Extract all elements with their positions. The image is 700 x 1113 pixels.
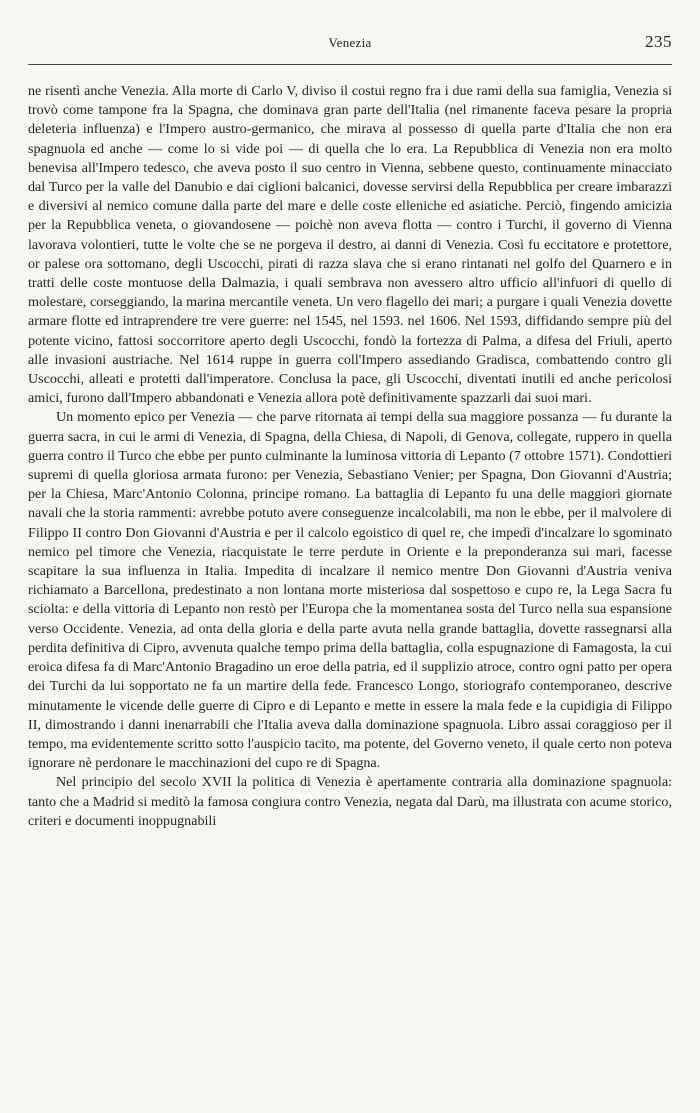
book-page — [28, 0, 672, 1113]
paragraph: Nel principio del secolo XVII la politica di Venezia è apertamente contraria alla dominazione spagnuola: tanto che a Madrid si meditò la famosa congiura contro Venezia, negata dal Darù, ma illustrata con acume storico, criteri e documenti inoppugnabili — [28, 774, 672, 829]
paragraph: ne risentì anche Venezia. Alla morte di Carlo V, diviso il costui regno fra i due rami della sua famiglia, Venezia si trovò come tampone fra la Spagna, che dominava gran parte dell'Italia (nel rimanente faceva pesare la propria deleteria influenza) e l'Impero austro-germanico, che mirava al possesso di quella parte d'Italia che non era spagnuola ed anche — come lo si vide poi — di quella che lo era. La Repubblica di Venezia non era molto benevisa all'Impero tedesco, che aveva posto il suo centro in Vienna, sebbene questo, continuamente minacciato dal Turco per la valle del Danubio e dai ciglioni balcanici, dovesse servirsi della Repubblica per creare imbarazzi e diversivi al nemico comune dalla parte del mare e delle coste elleniche ed asiatiche. Perciò, fingendo amicizia per la Repubblica veneta, o giovandosene — poichè non aveva flotta — contro i Turchi, il governo di Vienna lavorava volontieri, tutte le volte che se ne porgeva il destro, ai danni di Venezia. Così fu eccitatore e protettore, or palese ora sottomano, degli Uscocchi, pirati di razza slava che si erano rintanati nel golfo del Quarnero e in tratti delle coste montuose della Dalmazia, i quali sembrava non avessero altro ufficio all'infuori di quello di molestare, corseggiando, la marina mercantile veneta. Un vero flagello dei mari; a purgare i quali Venezia dovette armare flotte ed intraprendere tre vere guerre: nel 1545, nel 1593. nel 1606. Nel 1593, diffidando sempre più del potente vicino, fattosi soccorritore aperto degli Uscocchi, fondò la fortezza di Palma, a difesa del Friuli, aperto alle invasioni austriache. Nel 1614 ruppe in guerra coll'Impero assediando Gradisca, combattendo contro gli Uscocchi, alleati e protetti dall'imperatore. Conclusa la pace, gli Uscocchi, diventati inutili ed anche pericolosi amici, furono dall'Impero abbandonati e Venezia allora potè definitivamente spazzarli dai suoi mari. — [28, 83, 672, 407]
body-text — [28, 82, 672, 831]
paragraph: Un momento epico per Venezia — che parve ritornata ai tempi della sua maggiore possanza — fu durante la guerra sacra, in cui le armi di Venezia, di Spagna, della Chiesa, di Napoli, di Genova, collegate, ruppero in quella guerra contro il Turco che ebbe per punto culminante la luminosa vittoria di Lepanto (7 ottobre 1571). Condottieri supremi di quella gloriosa armata furono: per Venezia, Sebastiano Venier; per Spagna, Don Giovanni d'Austria; per la Chiesa, Marc'Antonio Colonna, principe romano. La battaglia di Lepanto fu una delle maggiori giornate navali che la storia rammenti: avrebbe potuto avere conseguenze incalcolabili, ma non le ebbe, per il malvolere di Filippo II contro Don Giovanni d'Austria e per il calcolo egoistico di quel re, che impedì d'incalzare lo sgominato nemico pel timore che Venezia, riacquistate le terre perdute in Oriente e la preponderanza sui mari, facesse scapitare la sua influenza in Italia. Impedita di incalzare il nemico mentre Don Giovanni d'Austria veniva richiamato a Barcellona, predestinato a non lontana morte misteriosa dal sospettoso e cupo re, la Lega Sacra fu sciolta: e della vittoria di Lepanto non restò per l'Europa che la momentanea sosta del Turco nella sua espansione verso Occidente. Venezia, ad onta della gloria e della parte avuta nella grande battaglia, dovette rassegnarsi alla perdita definitiva di Cipro, avvenuta qualche tempo prima della battaglia, colla espugnazione di Famagosta, la cui eroica difesa fa di Marc'Antonio Bragadino un eroe della patria, ed il supplizio atroce, contro ogni patto per opera dei Turchi da lui sopportato ne fa un martire della fede. Francesco Longo, storiografo contemporaneo, descrive minutamente le vicende delle guerre di Cipro e di Lepanto e mette in essere la mala fede e la cupidigia di Filippo II, dimostrando i danni inenarrabili che l'Italia aveva dalla dominazione spagnuola. Libro assai coraggioso per il tempo, ma evidentemente scritto sotto l'auspicio tacito, ma potente, del Governo veneto, il quale certo non poteva ignorare nè perdonare le macchinazioni del cupo re di Spagna. — [28, 409, 672, 772]
page-number: 235 — [645, 32, 672, 51]
running-head — [28, 32, 672, 54]
header-rule — [28, 64, 672, 65]
running-title: Venezia — [328, 35, 372, 50]
